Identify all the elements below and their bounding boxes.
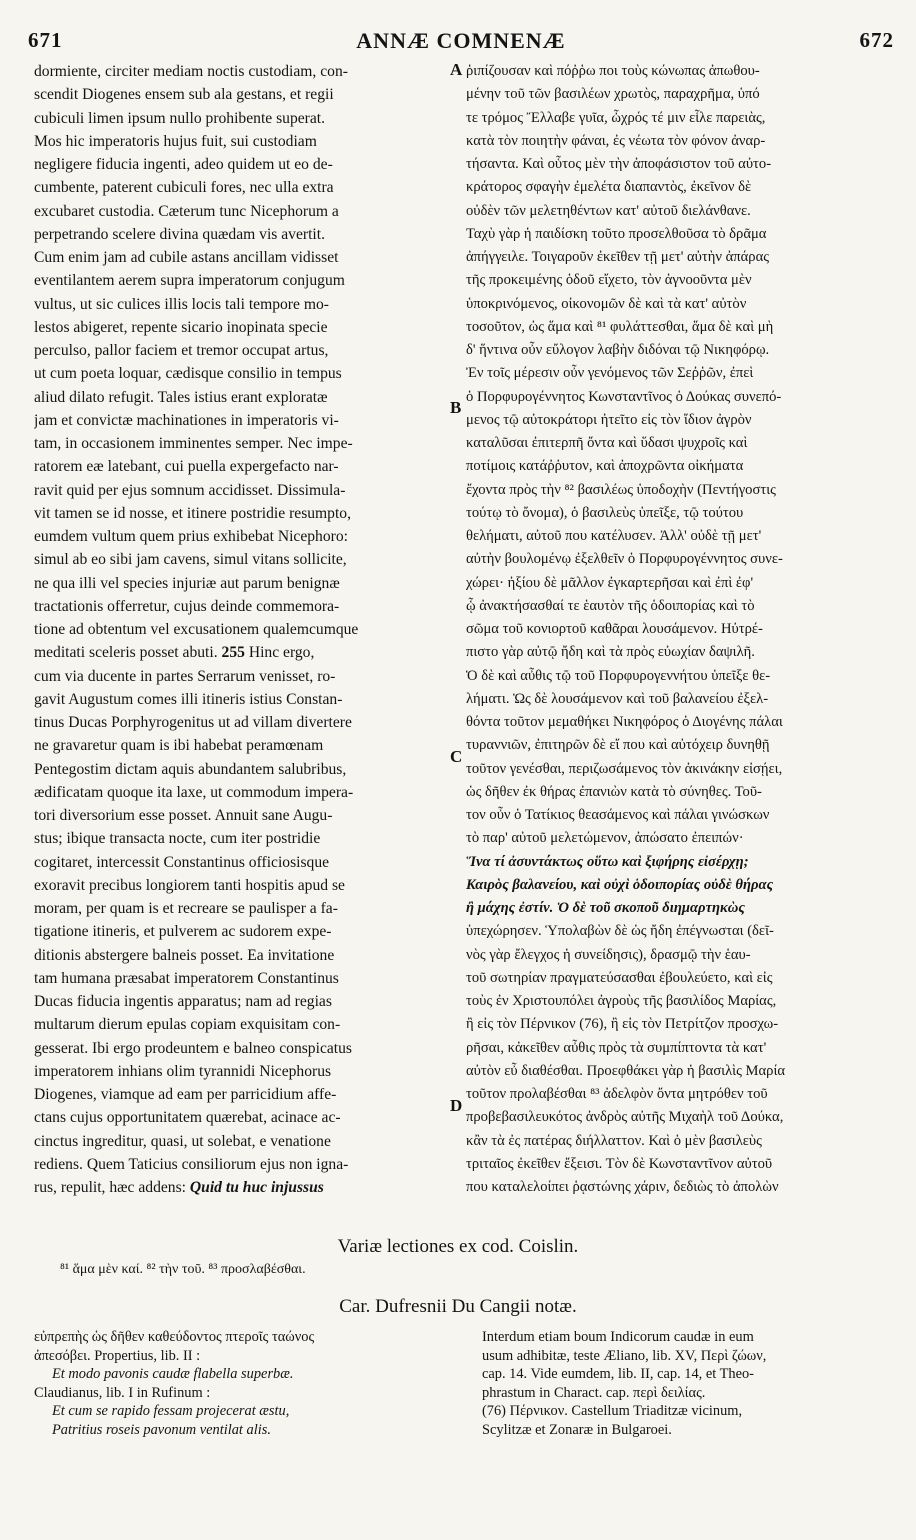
latin-line: [34, 176, 448, 199]
notes-heading: Car. Dufresnii Du Cangii notæ.: [339, 1296, 577, 1317]
greek-line: ῥιπίζουσαν καὶ πόῤῥω ποι τοὺς κώνωπας ἀπωθου-: [466, 63, 760, 79]
latin-line-text: ratorem eæ latebant, cui puella expergefacto nar-: [34, 458, 339, 476]
latin-line-text: ne qua illi vel species injuriæ aut parum benignæ: [34, 574, 340, 592]
latin-line-text: eumdem vultum quem prius exhibebat Nicephoro:: [34, 528, 348, 545]
greek-line: τοὺς ἐν Χριστουπόλει ἀγροὺς τῆς βασιλίδος Μαρίας,: [466, 993, 777, 1009]
latin-line: [34, 223, 448, 246]
greek-line: κἂν τὰ ἐς πατέρας διήλλαττον. Καὶ ὁ μὲν βασιλεὺς: [466, 1132, 762, 1149]
latin-line: [34, 386, 448, 409]
page-header: [28, 28, 894, 56]
section-marker-b: B: [450, 398, 462, 417]
latin-line: [34, 409, 448, 432]
latin-line: [34, 502, 448, 525]
greek-line: Ὁ δὲ καὶ αὖθις τῷ τοῦ Πορφυρογεννήτου ὑπεῖξε θε-: [466, 667, 771, 684]
greek-line: δ' ἥντινα οὖν εὔλογον λαβὴν διδόναι τῷ Νικηφόρῳ.: [466, 342, 770, 358]
latin-line-text: dormiente, circiter mediam noctis custodiam, con-: [34, 63, 348, 80]
note-line: phrastum in Charact. cap. περὶ δειλίας.: [482, 1384, 706, 1401]
latin-line: [34, 734, 448, 757]
greek-line: τριταῖος ἐκεῖθεν ἔξεισι. Τὸν δὲ Κωνσταντῖνον αὐτοῦ: [466, 1155, 773, 1172]
latin-line: [34, 1060, 448, 1083]
greek-line: τήσαντα. Καὶ οὗτος μὲν τὴν ἀποφάσιστον τοῦ αὐτο-: [466, 156, 772, 172]
latin-line-text: Cum enim jam ad cubile astans ancillam vidisset: [34, 249, 339, 266]
note-line: usum adhibitæ, teste Æliano, lib. XV, Περὶ ζώων,: [482, 1347, 767, 1364]
greek-line: μενος τῷ αὐτοκράτορι ἠτεῖτο εἰς τὸν ἴδιον ἀγρὸν: [466, 411, 752, 428]
latin-line: [34, 269, 448, 292]
latin-line: [34, 362, 448, 385]
latin-line-text: Mos hic imperatoris hujus fuit, sui custodiam: [34, 132, 317, 150]
latin-line: [34, 990, 448, 1013]
footnotes: [0, 1328, 916, 1488]
latin-line-text: cogitaret, intercessit Constantinus officiosisque: [34, 853, 330, 871]
latin-line: [34, 432, 448, 455]
latin-line: [34, 897, 448, 920]
latin-line-text: tione ad obtentum vel excusationem qualemcumque: [34, 621, 359, 638]
latin-line-text: meditati sceleris posset abuti.: [34, 644, 218, 662]
greek-line: Ἵνα τί ἀσυντάκτως οὕτω καὶ ξιφήρης εἰσέρχῃ;: [466, 853, 749, 870]
greek-line: χώρει· ἠξίου δὲ μᾶλλον ἐγκαρτερῆσαι καὶ ἐπὶ ἐφ': [466, 574, 754, 591]
column-number-marker: 255: [221, 644, 245, 662]
latin-line-text: ne gravaretur quam is ibi habebat peramœnam: [34, 737, 324, 755]
latin-line: [34, 1130, 448, 1153]
latin-line: [34, 107, 448, 130]
greek-line: τοσοῦτον, ὡς ἅμα καὶ ⁸¹ φυλάττεσθαι, ἅμα δὲ καὶ μὴ: [466, 318, 774, 335]
note-line: (76) Πέρνικον. Castellum Triaditzæ vicinum,: [482, 1403, 743, 1419]
latin-line: [34, 851, 448, 874]
note-line: Claudianus, lib. I in Rufinum :: [34, 1384, 211, 1401]
right-page-number: 672: [859, 28, 894, 52]
latin-line-text: tigatione itineris, et pulverem ac sudorem expe-: [34, 923, 332, 941]
note-line: Et cum se rapido fessam projecerat æstu,: [52, 1403, 290, 1419]
latin-line-text: cubiculi limen ipsum nullo prohibente superat.: [34, 109, 326, 127]
notes-right-column: [482, 1328, 892, 1439]
latin-quotation: Quid tu huc injussus: [186, 1179, 324, 1196]
latin-line-text: stus; ibique transacta nocte, cum iter postridie: [34, 830, 321, 848]
greek-line: ἢ μάχης ἐστίν. Ὁ δὲ τοῦ σκοποῦ διημαρτηκὼς: [466, 900, 745, 916]
greek-line: τῆς προκειμένης ὁδοῦ εἴχετο, τὸν ἀγνοοῦντα μὲν: [466, 272, 752, 289]
latin-line: [34, 60, 448, 83]
latin-line: [34, 153, 448, 176]
greek-line: τοῦ σωτηρίαν πραγματεύσασθαι ἐβουλεύετο, καὶ εἰς: [466, 969, 773, 986]
latin-line: [34, 525, 448, 548]
latin-line-text: vit tamen se id nosse, et itinere postridie resumpto,: [34, 504, 352, 522]
latin-line-text: tam, in occasionem imminentes semper. Nec impe-: [34, 435, 353, 452]
greek-line: θόντα τοῦτον μεμαθήκει Νικηφόρος ὁ Διογένης πάλαι: [466, 714, 783, 730]
greek-line: ὡς δῆθεν ἐκ θήρας ἐπανιὼν κατὰ τὸ σύνηθες. Τοῦ-: [466, 783, 762, 800]
greek-line: τυραννιῶν, ἐπιτηρῶν δὲ εἴ που καὶ αὐτόχειρ δυνηθῇ: [466, 737, 770, 754]
greek-line: τοῦτον προλαβέσθαι ⁸³ ἀδελφὸν ὄντα μητρόθεν τοῦ: [466, 1086, 768, 1102]
latin-line-text: vultus, ut sic culices illis locis tali tempore mo-: [34, 295, 329, 313]
greek-line: οὐδὲν τῶν μελετηθέντων κατ' αὐτοῦ διελάνθανε.: [466, 202, 751, 219]
greek-line: ὑποκρινόμενος, οἰκονομῶν δὲ καὶ τὰ κατ' αὐτὸν: [466, 295, 747, 312]
latin-line: [34, 200, 448, 223]
latin-line-text: cinctus ingreditur, quasi, ut solebat, e venatione: [34, 1132, 331, 1150]
latin-line-text: eventilantem aerem supra imperatorum conjugum: [34, 272, 345, 290]
latin-line-text: gavit Augustum comes illi itineris istius Constan-: [34, 690, 343, 708]
latin-line-text: scendit Diogenes ensem sub ala gestans, et regii: [34, 86, 334, 104]
latin-line: [34, 641, 448, 664]
latin-line: [34, 293, 448, 316]
latin-line: [34, 548, 448, 571]
notes-left-column: [34, 1328, 454, 1439]
latin-line-text: tori diversorium esse posset. Annuit sane Augu-: [34, 807, 333, 824]
latin-line-text: tam humana præsabat imperatorem Constantinus: [34, 969, 339, 987]
note-line: εὐπρεπὴς ὡς δῆθεν καθεύδοντος πτεροῖς ταώνος: [34, 1329, 315, 1345]
latin-line: [34, 1153, 448, 1176]
greek-line: κατὰ τὸν ποιητὴν φάναι, ἐς νέωτα τὸν φόνον ἀναρ-: [466, 132, 766, 149]
latin-line: [34, 618, 448, 641]
latin-line-continuation: Hinc ergo,: [244, 644, 315, 662]
latin-line: [34, 967, 448, 990]
latin-line-text: ravit quid per ejus somnum accidisset. Dissimula-: [34, 481, 346, 499]
latin-line: [34, 874, 448, 897]
latin-line: [34, 572, 448, 595]
greek-line: μένην τοῦ τῶν βασιλέων χρωτὸς, παραχρῆμα, ὑπό: [466, 86, 760, 103]
greek-line: Καιρὸς βαλανείου, καὶ οὐχὶ ὁδοιπορίας οὐδὲ θήρας: [466, 876, 774, 893]
latin-line-text: perculso, pallor faciem et tremor occupat artus,: [34, 342, 329, 359]
latin-line: [34, 781, 448, 804]
latin-column: [34, 60, 448, 1199]
variae-heading: Variæ lectiones ex cod. Coislin.: [337, 1236, 579, 1257]
greek-line: Ἐν τοῖς μέρεσιν οὖν γενόμενος τῶν Σεῤῥῶν, ἐπεὶ: [466, 365, 754, 382]
latin-line-text: tinus Ducas Porphyrogenitus ut ad villam divertere: [34, 714, 352, 731]
latin-line: [34, 1083, 448, 1106]
greek-line: που καταλελοίπει ῥᾳστώνης χάριν, δεδιὼς τὸ ἀπολὼν: [466, 1179, 779, 1195]
latin-line: [34, 130, 448, 153]
greek-line: νὸς γὰρ ἔλεγχος ἡ συνείδησις), δρασμῷ τὴν ἑαυ-: [466, 946, 751, 963]
latin-line-text: gesserat. Ibi ergo prodeuntem e balneo conspicatus: [34, 1039, 352, 1057]
greek-line: κράτορος σφαγὴν ἐμελέτα διαπαντὸς, ἐκεῖνον δὲ: [466, 179, 752, 196]
latin-line-text: simul ab eo sibi jam cavens, simul vitans sollicite,: [34, 551, 347, 569]
latin-line-text: moram, per quam is et recreare se paulisper a fa-: [34, 900, 338, 917]
latin-line-text: Ducas fiducia ingentis apparatus; nam ad regias: [34, 993, 332, 1010]
latin-line: [34, 758, 448, 781]
greek-line: αὐτὴν βουλομένῳ ἐξελθεῖν ὁ Πορφυρογέννητος συνε-: [466, 551, 783, 568]
greek-line: ὑπεχώρησεν. Ὑπολαβὼν δὲ ὡς ἤδη ἐπέγνωσται (δεῖ-: [466, 923, 774, 940]
greek-line: τοῦτον γενέσθαι, περιζωσάμενος τὸν ἀκινάκην εἰσῄει,: [466, 760, 783, 777]
greek-line: καταλῦσαι ἐπιτερπῆ ὄντα καὶ ὕδασι ψυχροῖς καὶ: [466, 435, 748, 451]
note-line: Interdum etiam boum Indicorum caudæ in eum: [482, 1329, 754, 1345]
greek-line: θελήματι, αὐτοῦ που κατέλυσεν. Ἀλλ' οὐδὲ τῇ μετ': [466, 528, 762, 544]
note-line: cap. 14. Vide eumdem, lib. II, cap. 14, et Theo-: [482, 1366, 754, 1382]
note-line: ἀπεσόβει. Propertius, lib. II :: [34, 1347, 201, 1364]
latin-line-text: aliud dilato refugit. Tales istius erant exploratæ: [34, 388, 328, 406]
latin-line: [34, 1013, 448, 1036]
latin-line-text: jam et convictæ machinationes in imperatoris vi-: [34, 411, 339, 429]
latin-line-text: ædificatam quoque ita laxe, ut commodum impera-: [34, 783, 354, 801]
latin-line: [34, 665, 448, 688]
latin-line: [34, 1037, 448, 1060]
greek-line: ποτίμοις κατάῤῥυτον, καὶ ἀποχρῶντα οἰκήματα: [466, 458, 744, 475]
left-page-number: 671: [28, 28, 63, 52]
greek-line: πιστο γὰρ αὐτῷ ἤδη καὶ τὰ πρὸς εὐωχίαν δαψιλῆ.: [466, 644, 755, 661]
greek-line: λήματι. Ὡς δὲ λουσάμενον καὶ τοῦ βαλανείου ἐξελ-: [466, 690, 769, 707]
latin-line: [34, 246, 448, 269]
section-marker-a: A: [450, 60, 463, 79]
latin-line-text: Diogenes, viamque ad eam per parricidium affe-: [34, 1086, 337, 1103]
latin-line: [34, 1106, 448, 1129]
latin-line-text: cumbente, paterent cubiculi fores, nec ulla extra: [34, 179, 334, 197]
greek-line: σῶμα τοῦ κονιορτοῦ καθᾶραι λουσάμενον. Ηὐτρέ-: [466, 621, 763, 637]
latin-line-text: ditionis abstergere balneis posset. Ea invitatione: [34, 946, 335, 964]
greek-line: Ταχὺ γὰρ ἡ παιδίσκη τοῦτο προσελθοῦσα τὸ δρᾶμα: [466, 225, 767, 242]
greek-line: ὁ Πορφυρογέννητος Κωνσταντῖνος ὁ Δούκας συνεπό-: [466, 388, 782, 405]
greek-line: ᾧ ἀνακτήσασθαί τε ἑαυτὸν τῆς ὁδοιπορίας καὶ τὸ: [466, 597, 755, 614]
latin-line-text: imperatorem inhians olim tyrannidi Nicephorus: [34, 1062, 332, 1080]
greek-line: ρῆσαι, κἀκεῖθεν αὖθις πρὸς τὰ συμπίπτοντα τὰ κατ': [466, 1039, 767, 1056]
greek-line: αὐτὸν εὖ διαθέσθαι. Προεφθάκει γὰρ ἡ βασιλὶς Μαρία: [466, 1062, 786, 1079]
greek-line: τον οὖν ὁ Τατίκιος θεασάμενος καὶ πάλαι γινώσκων: [466, 807, 770, 823]
latin-line-text: negligere fiducia ingenti, adeo quidem ut eo de-: [34, 156, 333, 173]
latin-line: [34, 804, 448, 827]
latin-line-text: lestos abigeret, repente sicario inopinata specie: [34, 318, 328, 336]
greek-line: τε τρόμος Ἔλλαβε γυῖα, ὦχρός τέ μιν εἷλε παρειὰς,: [466, 109, 766, 126]
greek-line: ἔχοντα πρὸς τὴν ⁸² βασιλέως ὑποδοχὴν (Πεντήγοστις: [466, 481, 776, 498]
latin-line-text: exoravit precibus longiorem tanti hospitis apud se: [34, 876, 345, 894]
latin-line-text: multarum dierum epulas copiam exquisitam con-: [34, 1016, 341, 1034]
latin-line: [34, 1176, 448, 1199]
greek-line: ἢ εἰς τὸν Πέρνικον (76), ἢ εἰς τὸν Πετρίτζον προσχω-: [466, 1016, 779, 1033]
two-column-text: [0, 60, 916, 1220]
latin-line-text: excubaret custodia. Cæterum tunc Nicephorum a: [34, 202, 339, 220]
latin-line: [34, 944, 448, 967]
note-line: Et modo pavonis caudæ flabella superbæ.: [52, 1366, 294, 1382]
section-marker-c: C: [450, 747, 463, 766]
latin-line-text: ctans cujus opportunitatem quærebat, acinace ac-: [34, 1109, 341, 1127]
latin-line-text: rus, repulit, hæc addens:: [34, 1179, 187, 1196]
greek-line: ἀπήγγειλε. Τοιγαροῦν ἐκεῖθεν τῇ μετ' αὐτὴν ἀπάρας: [466, 249, 769, 265]
latin-line: [34, 711, 448, 734]
latin-line-text: perpetrando scelere divina quædam vis avertit.: [34, 225, 325, 243]
greek-line: τὸ παρ' αὐτοῦ μελετώμενον, ἀπώσατο ἐπειπών·: [466, 830, 744, 847]
latin-line-text: ut cum poeta loquar, cædisque consilio in tempus: [34, 365, 342, 383]
latin-line: [34, 479, 448, 502]
note-line: Patritius roseis pavonum ventilat alis.: [52, 1421, 271, 1438]
greek-line: προβεβασιλευκότος ἀνδρὸς αὐτῆς Μιχαὴλ τοῦ Δούκα,: [466, 1109, 784, 1126]
latin-line: [34, 455, 448, 478]
greek-line: τούτῳ τὸ ὄνομα), ὁ βασιλεὺς ὑπεῖξε, τῷ τούτου: [466, 504, 744, 521]
greek-column: [466, 60, 890, 1199]
note-line: Scylitzæ et Zonaræ in Bulgaroei.: [482, 1421, 672, 1438]
latin-line: [34, 595, 448, 618]
latin-line-text: tractationis offerretur, cujus deinde commemora-: [34, 597, 340, 615]
latin-line: [34, 920, 448, 943]
latin-line-text: rediens. Quem Taticius consiliorum ejus non igna-: [34, 1155, 349, 1173]
latin-line-text: Pentegostim dictam aquis abundantem salubribus,: [34, 760, 347, 778]
running-title: ANNÆ COMNENÆ: [356, 28, 566, 53]
latin-line: [34, 688, 448, 711]
variae-readings: ⁸¹ ἅμα μὲν καί. ⁸² τὴν τοῦ. ⁸³ προσλαβέσθαι.: [60, 1262, 306, 1277]
latin-line: [34, 83, 448, 106]
latin-line: [34, 316, 448, 339]
section-marker-d: D: [450, 1096, 463, 1115]
latin-line: [34, 339, 448, 362]
latin-line: [34, 827, 448, 850]
latin-line-text: cum via ducente in partes Serrarum venisset, ro-: [34, 667, 336, 685]
